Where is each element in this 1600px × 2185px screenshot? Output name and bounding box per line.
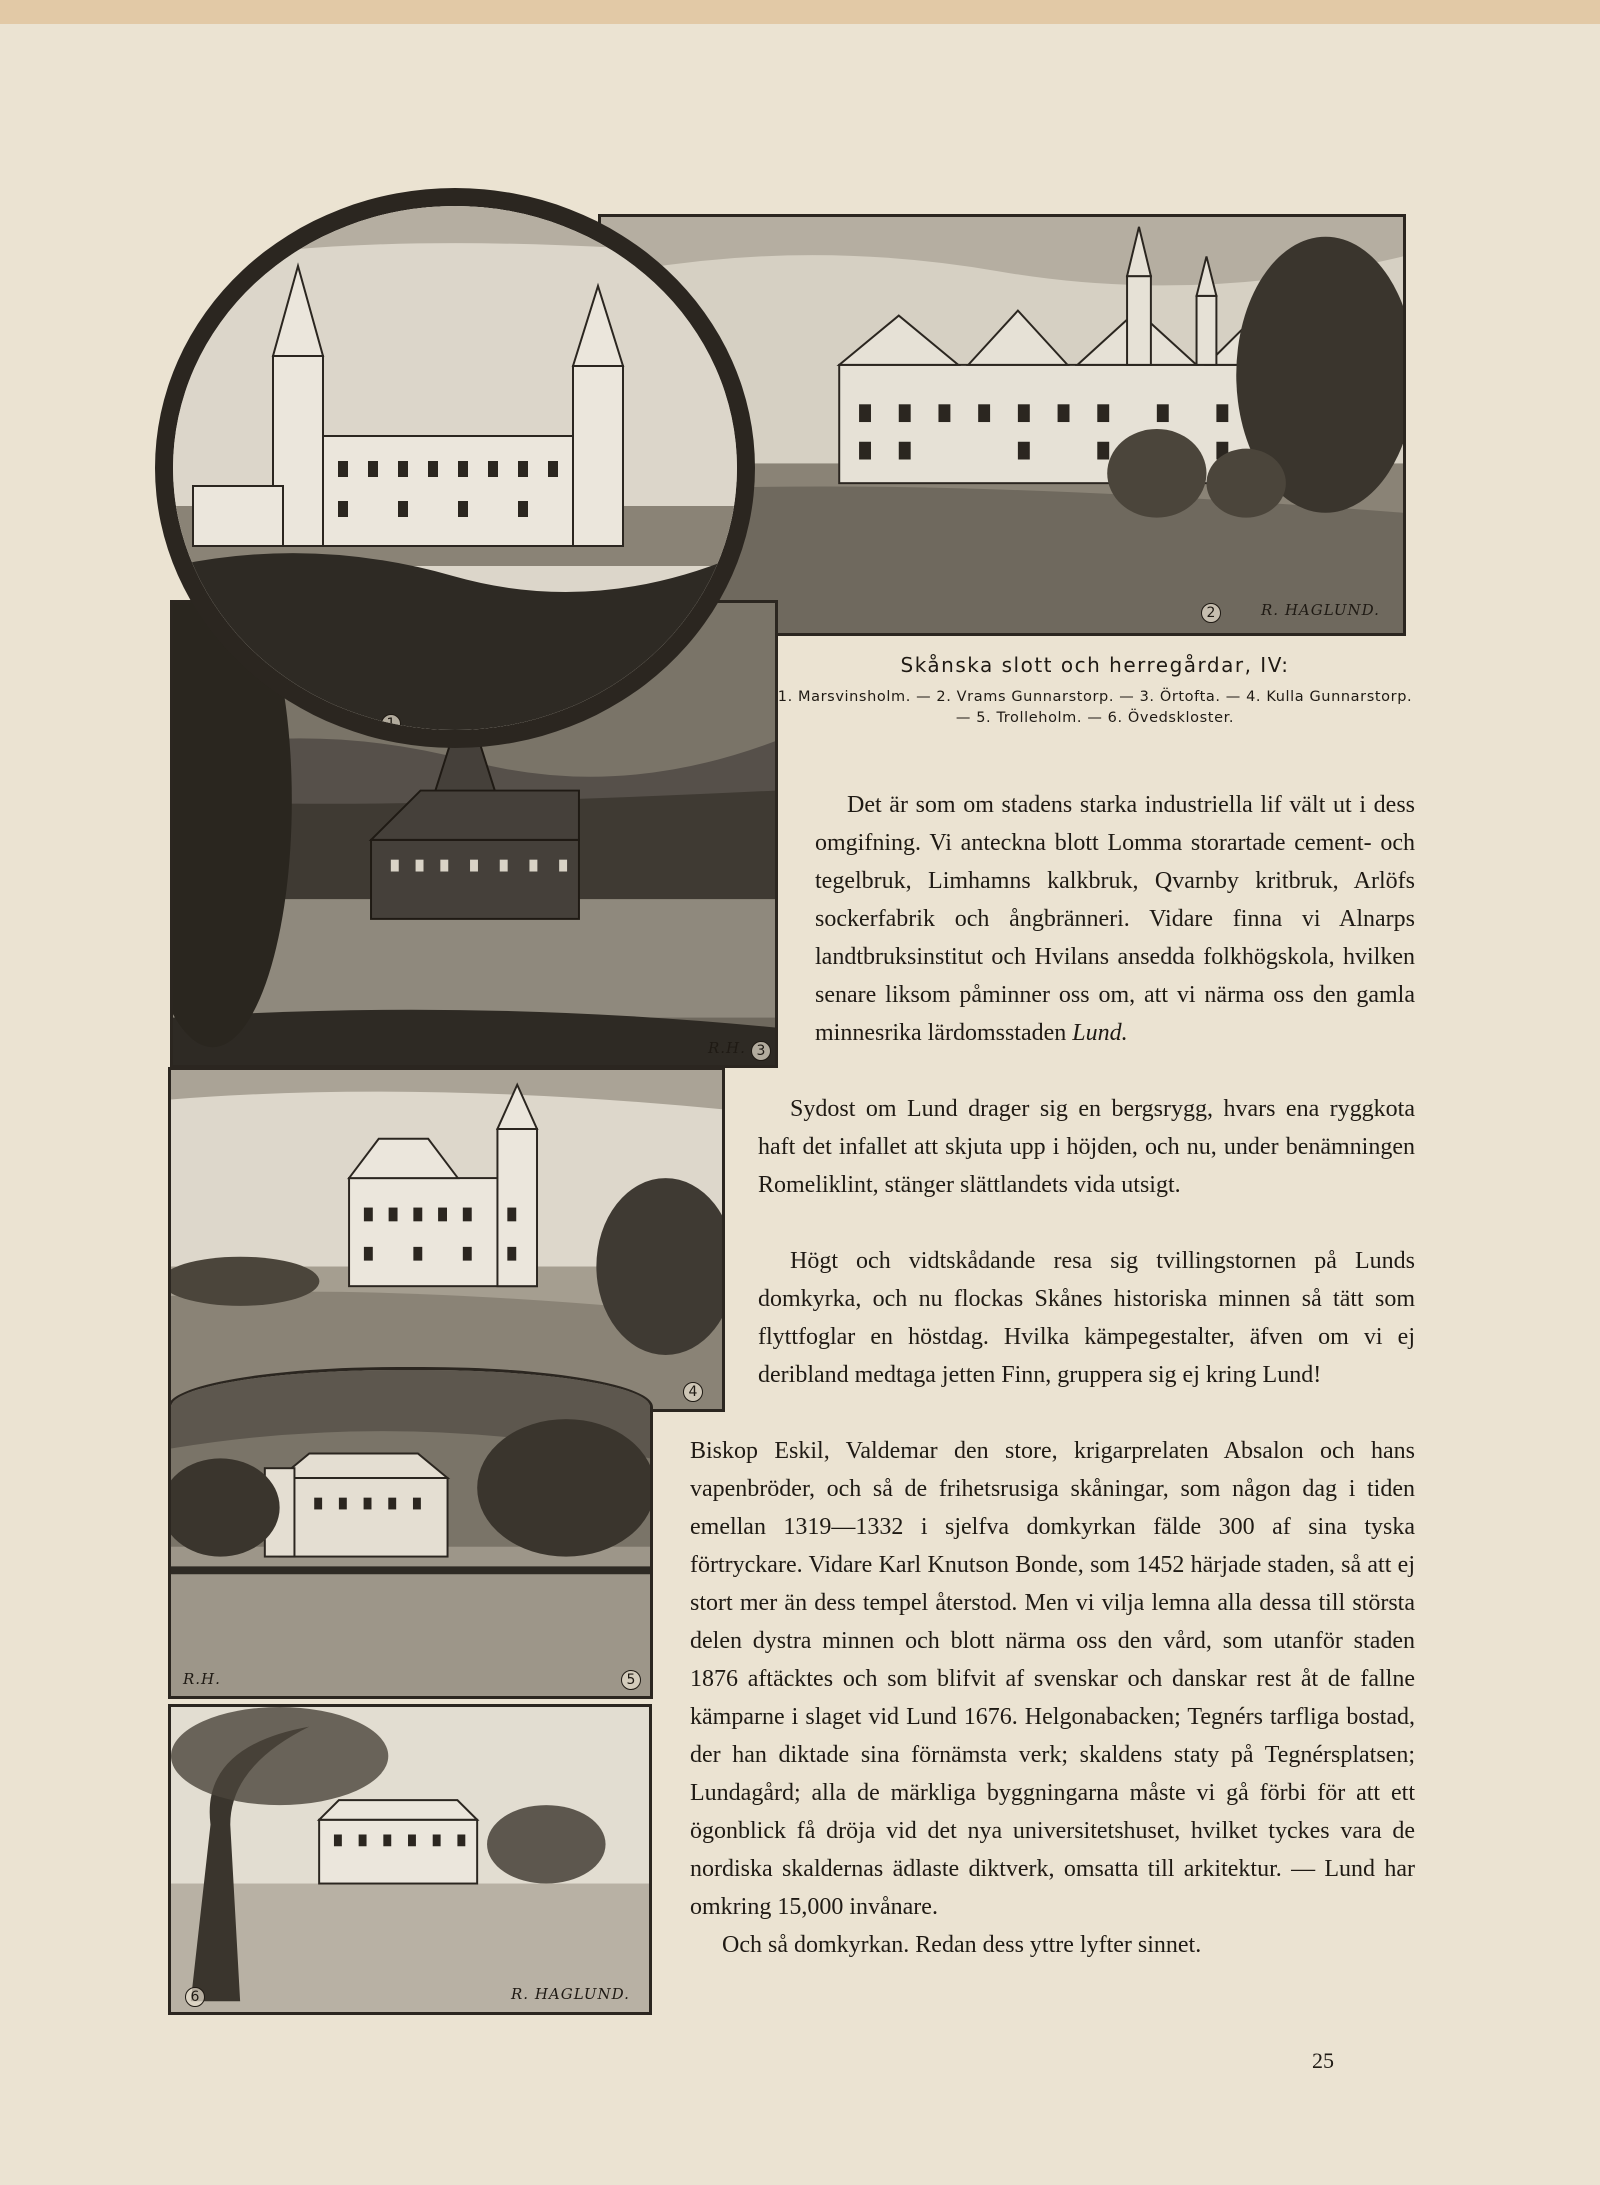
plate-number-4: 4 [683, 1382, 703, 1402]
engraving-trolleholm [168, 1367, 653, 1699]
engraver-signature-3: R.H. [708, 1039, 746, 1057]
plate-number-2: 2 [1201, 603, 1221, 623]
engraving-ovedskloster [168, 1704, 652, 2015]
plate-number-5: 5 [621, 1670, 641, 1690]
plate-number-6: 6 [185, 1987, 205, 2007]
paragraph-3a: Högt och vidtskådande resa sig tvillingstornen på Lunds domkyrka, och nu flockas Skånes historiska minnen så tätt som flyttfoglar en höstdag. Hvilka kämpegestalter, äfven om vi ej deribland medtaga jetten Finn, gruppera sig ej kring Lund! [758, 1248, 1415, 1388]
plate-caption-list: 1. Marsvinsholm. — 2. Vrams Gunnarstorp. — 3. Örtofta. — 4. Kulla Gunnarstorp. — 5. Trolleholm. — 6. Övedskloster. [777, 689, 1413, 726]
body-text-column-3 [758, 1242, 1415, 1394]
body-text-column-4 [690, 1432, 1415, 1964]
scan-edge [0, 0, 1600, 24]
engraver-signature-2: R. HAGLUND. [1261, 601, 1380, 619]
paragraph-1-text: Det är som om stadens starka industriella lif vält ut i dess omgifning. Vi anteckna blott Lomma storartade cement- och tegelbruk, Limhamns kalkbruk, Qvarnby kritbruk, Arlöfs sockerfabrik och ångbränneri. Vidare finna vi Alnarps landtbruksinstitut och Hvilans ansedda folkhögskola, hvilken senare liksom påminner oss om, att vi närma oss den gamla minnesrika lärdomsstaden [815, 792, 1415, 1046]
lund-italic: Lund. [1072, 1020, 1128, 1046]
plate-number-1: 1 [381, 714, 401, 734]
body-text-column-2 [758, 1090, 1415, 1204]
paragraph-1 [815, 786, 1415, 1052]
engraver-signature-6: R. HAGLUND. [511, 1985, 630, 2003]
paragraph-2: Sydost om Lund drager sig en bergsrygg, hvars ena ryggkota haft det infallet att skjuta upp i höjden, och nu, under benämningen Romeliklint, stänger slättlandets vida utsigt. [758, 1096, 1415, 1198]
engraver-signature-5: R.H. [183, 1670, 221, 1688]
paragraph-3b: Biskop Eskil, Valdemar den store, krigarprelaten Absalon och hans vapenbröder, och så de frihetsrusiga skåningar, som någon dag i tiden emellan 1319—1332 i sjelfva domkyrkan fälde 300 af sina tyska förtryckare. Vidare Karl Knutson Bonde, som 1452 härjade staden, så att ej stort mer än dess tempel återstod. Men vi vilja lemna alla dessa till största delen dystra minnen och blott närma oss den vård, som utanför staden 1876 aftäcktes och som blifvit af svenskar och danskar rest åt de fallne kämparne i slaget vid Lund 1676. Helgonabacken; Tegnérs tarfliga bostad, der han diktade sina förnämsta verk; skaldens staty på Tegnérsplatsen; Lundagård; alla de märkliga byggningarna måste vi gå förbi för att ett ögonblick få dröja vid det nya universitetshuset, hvilket tyckes vara de nordiska skaldernas ädlaste diktverk, omsatta till arkitektur. — Lund har omkring 15,000 invånare. [690, 1438, 1415, 1920]
body-text-column [815, 786, 1415, 1052]
page-number: 25 [1312, 2048, 1334, 2073]
engraving-kulla-gunnarstorp [168, 1067, 725, 1412]
paragraph-4: Och så domkyrkan. Redan dess yttre lyfter sinnet. [722, 1932, 1202, 1958]
engraving-marsvinsholm [155, 188, 755, 748]
plate-number-3: 3 [751, 1041, 771, 1061]
plate-caption-title: Skånska slott och herregårdar, IV: [900, 653, 1290, 677]
